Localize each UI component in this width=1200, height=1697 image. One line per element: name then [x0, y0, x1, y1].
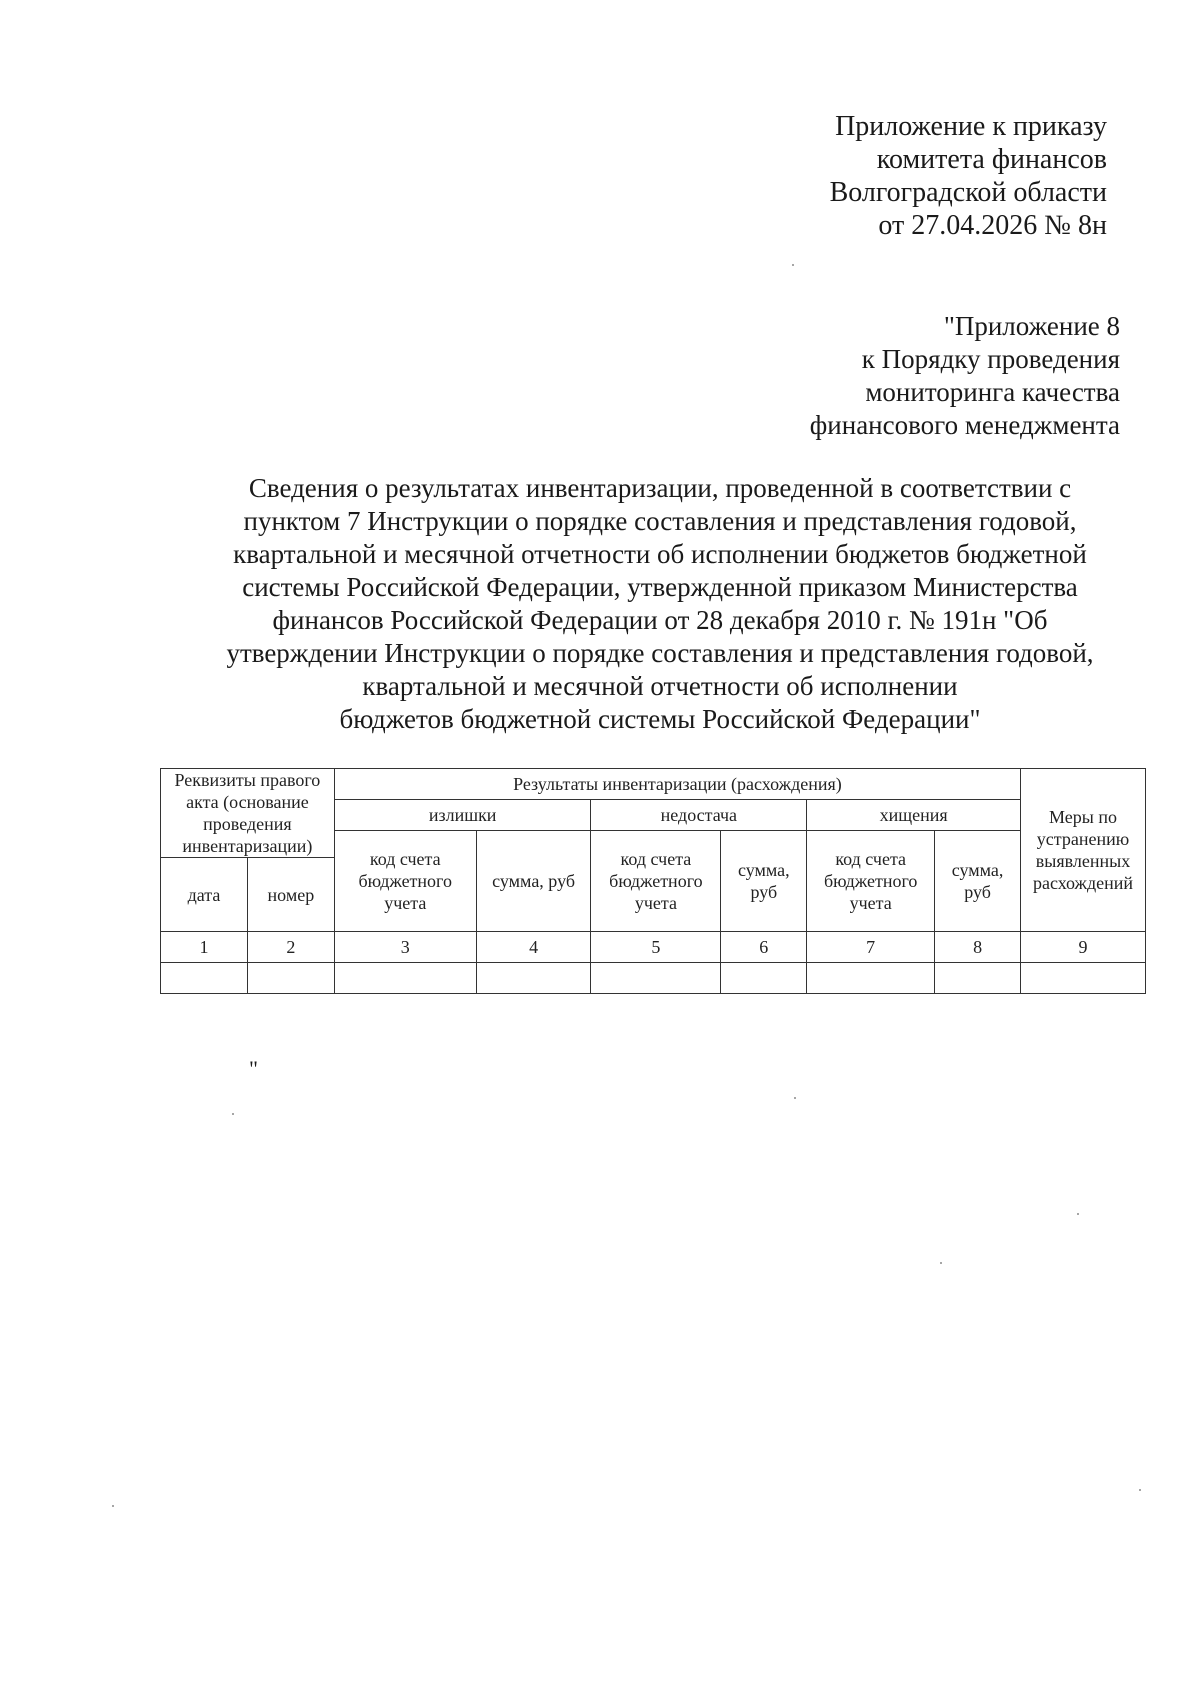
closing-quote-mark: " — [249, 1056, 258, 1081]
surplus-header: излишки — [334, 800, 591, 831]
empty-cell — [161, 963, 248, 994]
inventory-results-table — [160, 768, 1146, 994]
shortage-account-code-header: код счета бюджетного учета — [591, 831, 721, 932]
measures-header: Меры по устранению выявленных расхождений — [1021, 769, 1146, 932]
theft-amount-header: сумма, руб — [935, 831, 1021, 932]
annex-line: к Порядку проведения — [861, 344, 1120, 374]
scan-speck — [1077, 1213, 1079, 1215]
scan-speck — [112, 1505, 114, 1507]
empty-cell — [1021, 963, 1146, 994]
scan-speck — [1139, 1489, 1141, 1491]
column-number: 3 — [334, 932, 476, 963]
column-number: 6 — [721, 932, 807, 963]
empty-cell — [591, 963, 721, 994]
column-number: 4 — [476, 932, 591, 963]
scan-speck — [940, 1262, 942, 1264]
order-attachment-date-number: от 27.04.2026 № 8н — [878, 210, 1107, 241]
theft-header: хищения — [807, 800, 1021, 831]
results-header: Результаты инвентаризации (расхождения) — [334, 769, 1020, 800]
annex-block — [810, 310, 1120, 442]
surplus-amount-header: сумма, руб — [476, 831, 591, 932]
scan-speck — [792, 264, 794, 266]
column-number: 8 — [935, 932, 1021, 963]
annex-line: "Приложение 8 — [943, 311, 1120, 341]
title-line: квартальной и месячной отчетности об исполнении — [362, 671, 958, 701]
empty-cell — [334, 963, 476, 994]
order-attachment-line: комитета финансов — [876, 144, 1107, 175]
empty-cell — [935, 963, 1021, 994]
order-attachment-block — [830, 110, 1107, 242]
order-attachment-line: Приложение к приказу — [835, 111, 1107, 142]
column-number: 5 — [591, 932, 721, 963]
column-number: 2 — [247, 932, 334, 963]
scan-speck — [794, 1097, 796, 1099]
column-number: 7 — [807, 932, 935, 963]
empty-cell — [807, 963, 935, 994]
act-requisites-header: Реквизиты правого акта (основание проведения инвентаризации) — [161, 769, 335, 858]
empty-cell — [476, 963, 591, 994]
title-line: Сведения о результатах инвентаризации, проведенной в соответствии с — [248, 473, 1072, 503]
column-number: 9 — [1021, 932, 1146, 963]
scan-speck — [232, 1113, 234, 1115]
title-line: бюджетов бюджетной системы Российской Федерации" — [339, 704, 981, 734]
empty-data-row — [161, 963, 1146, 994]
annex-line: мониторинга качества — [865, 377, 1120, 407]
number-header: номер — [247, 858, 334, 932]
empty-cell — [247, 963, 334, 994]
shortage-header: недостача — [591, 800, 807, 831]
shortage-amount-header: сумма, руб — [721, 831, 807, 932]
surplus-account-code-header: код счета бюджетного учета — [334, 831, 476, 932]
empty-cell — [721, 963, 807, 994]
title-line: пунктом 7 Инструкции о порядке составления и представления годовой, — [243, 506, 1077, 536]
column-number: 1 — [161, 932, 248, 963]
title-line: финансов Российской Федерации от 28 декабря 2010 г. № 191н "Об — [272, 605, 1048, 635]
title-line: квартальной и месячной отчетности об исполнении бюджетов бюджетной — [233, 539, 1087, 569]
title-line: утверждении Инструкции о порядке составления и представления годовой, — [226, 638, 1094, 668]
theft-account-code-header: код счета бюджетного учета — [807, 831, 935, 932]
title-line: системы Российской Федерации, утвержденной приказом Министерства — [242, 572, 1078, 602]
document-title — [190, 472, 1130, 736]
date-header: дата — [161, 858, 248, 932]
order-attachment-line: Волгоградской области — [829, 177, 1107, 208]
annex-line: финансового менеджмента — [809, 410, 1120, 440]
